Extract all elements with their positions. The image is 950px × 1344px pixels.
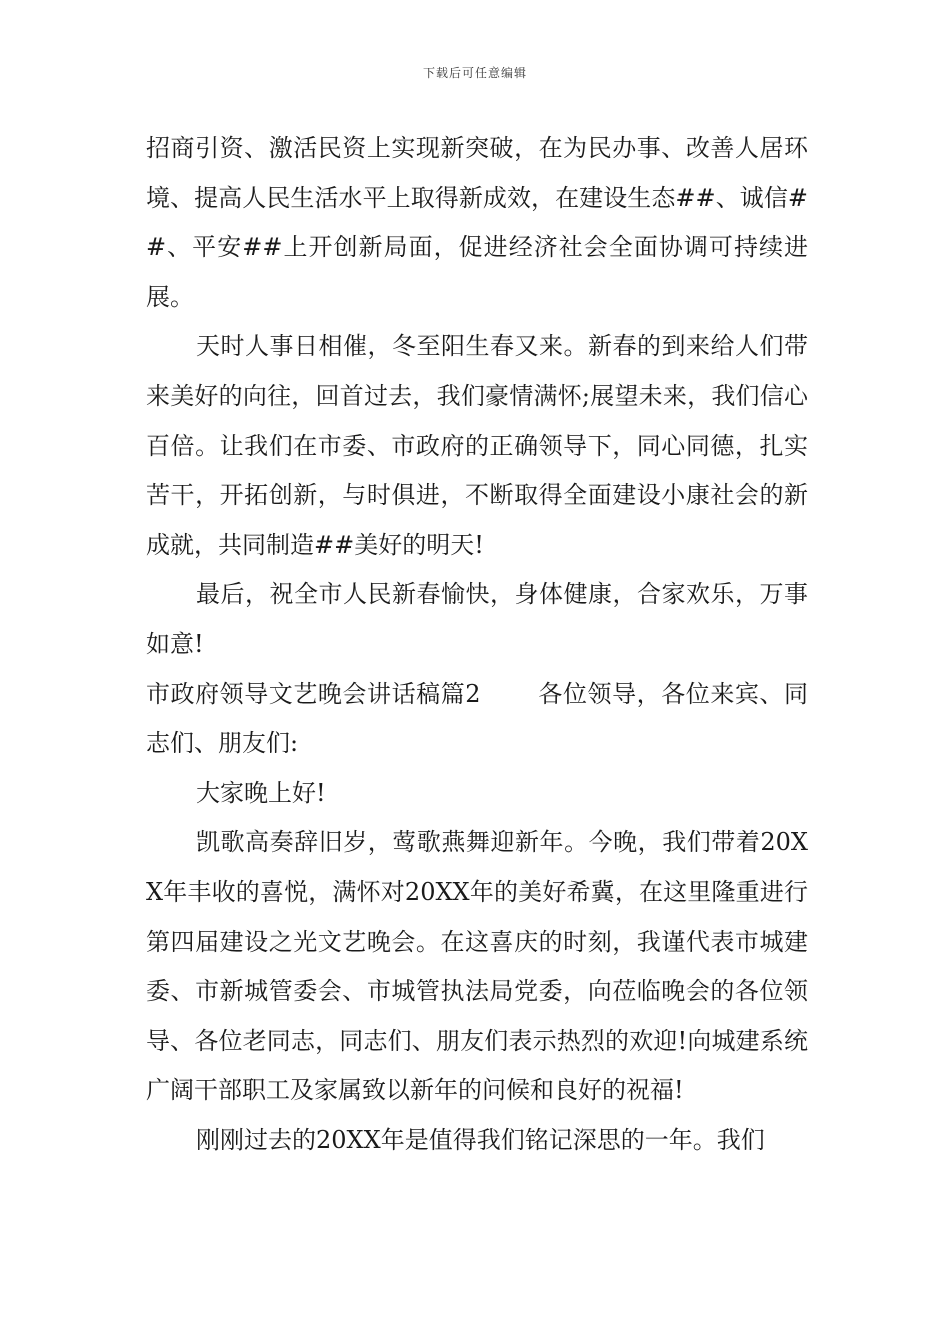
paragraph-1: 招商引资、激活民资上实现新突破，在为民办事、改善人居环境、提高人民生活水平上取得新成效，在建设生态##、诚信##、平安##上开创新局面，促进经济社会全面协调可持续进展。 <box>146 134 808 311</box>
page-header-note: 下载后可任意编辑 <box>422 66 527 80</box>
paragraph-3: 最后，祝全市人民新春愉快，身体健康，合家欢乐，万事如意! <box>146 580 808 658</box>
paragraph-6: 刚刚过去的20XX年是值得我们铭记深思的一年。我们 <box>196 1125 765 1154</box>
document-body <box>146 124 808 1165</box>
paragraph-5: 凯歌高奏辞旧岁，莺歌燕舞迎新年。今晚，我们带着20XX年丰收的喜悦，满怀对20XX年的美好希冀，在这里隆重进行第四届建设之光文艺晚会。在这喜庆的时刻，我谨代表市城建委、市新城管委会、市城管执法局党委，向莅临晚会的各位领导、各位老同志，同志们、朋友们表示热烈的欢迎!向城建系统广阔干部职工及家属致以新年的问候和良好的祝福! <box>146 828 808 1105</box>
paragraph-greeting: 大家晚上好! <box>196 778 326 807</box>
paragraph-2: 天时人事日相催，冬至阳生春又来。新春的到来给人们带来美好的向往，回首过去，我们豪情满怀;展望未来，我们信心百倍。让我们在市委、市政府的正确领导下，同心同德，扎实苦干，开拓创新，与时俱进，不断取得全面建设小康社会的新成就，共同制造##美好的明天! <box>146 332 808 559</box>
section-title-line: 市政府领导文艺晚会讲话稿篇2 各位领导，各位来宾、同志们、朋友们: <box>146 679 808 758</box>
